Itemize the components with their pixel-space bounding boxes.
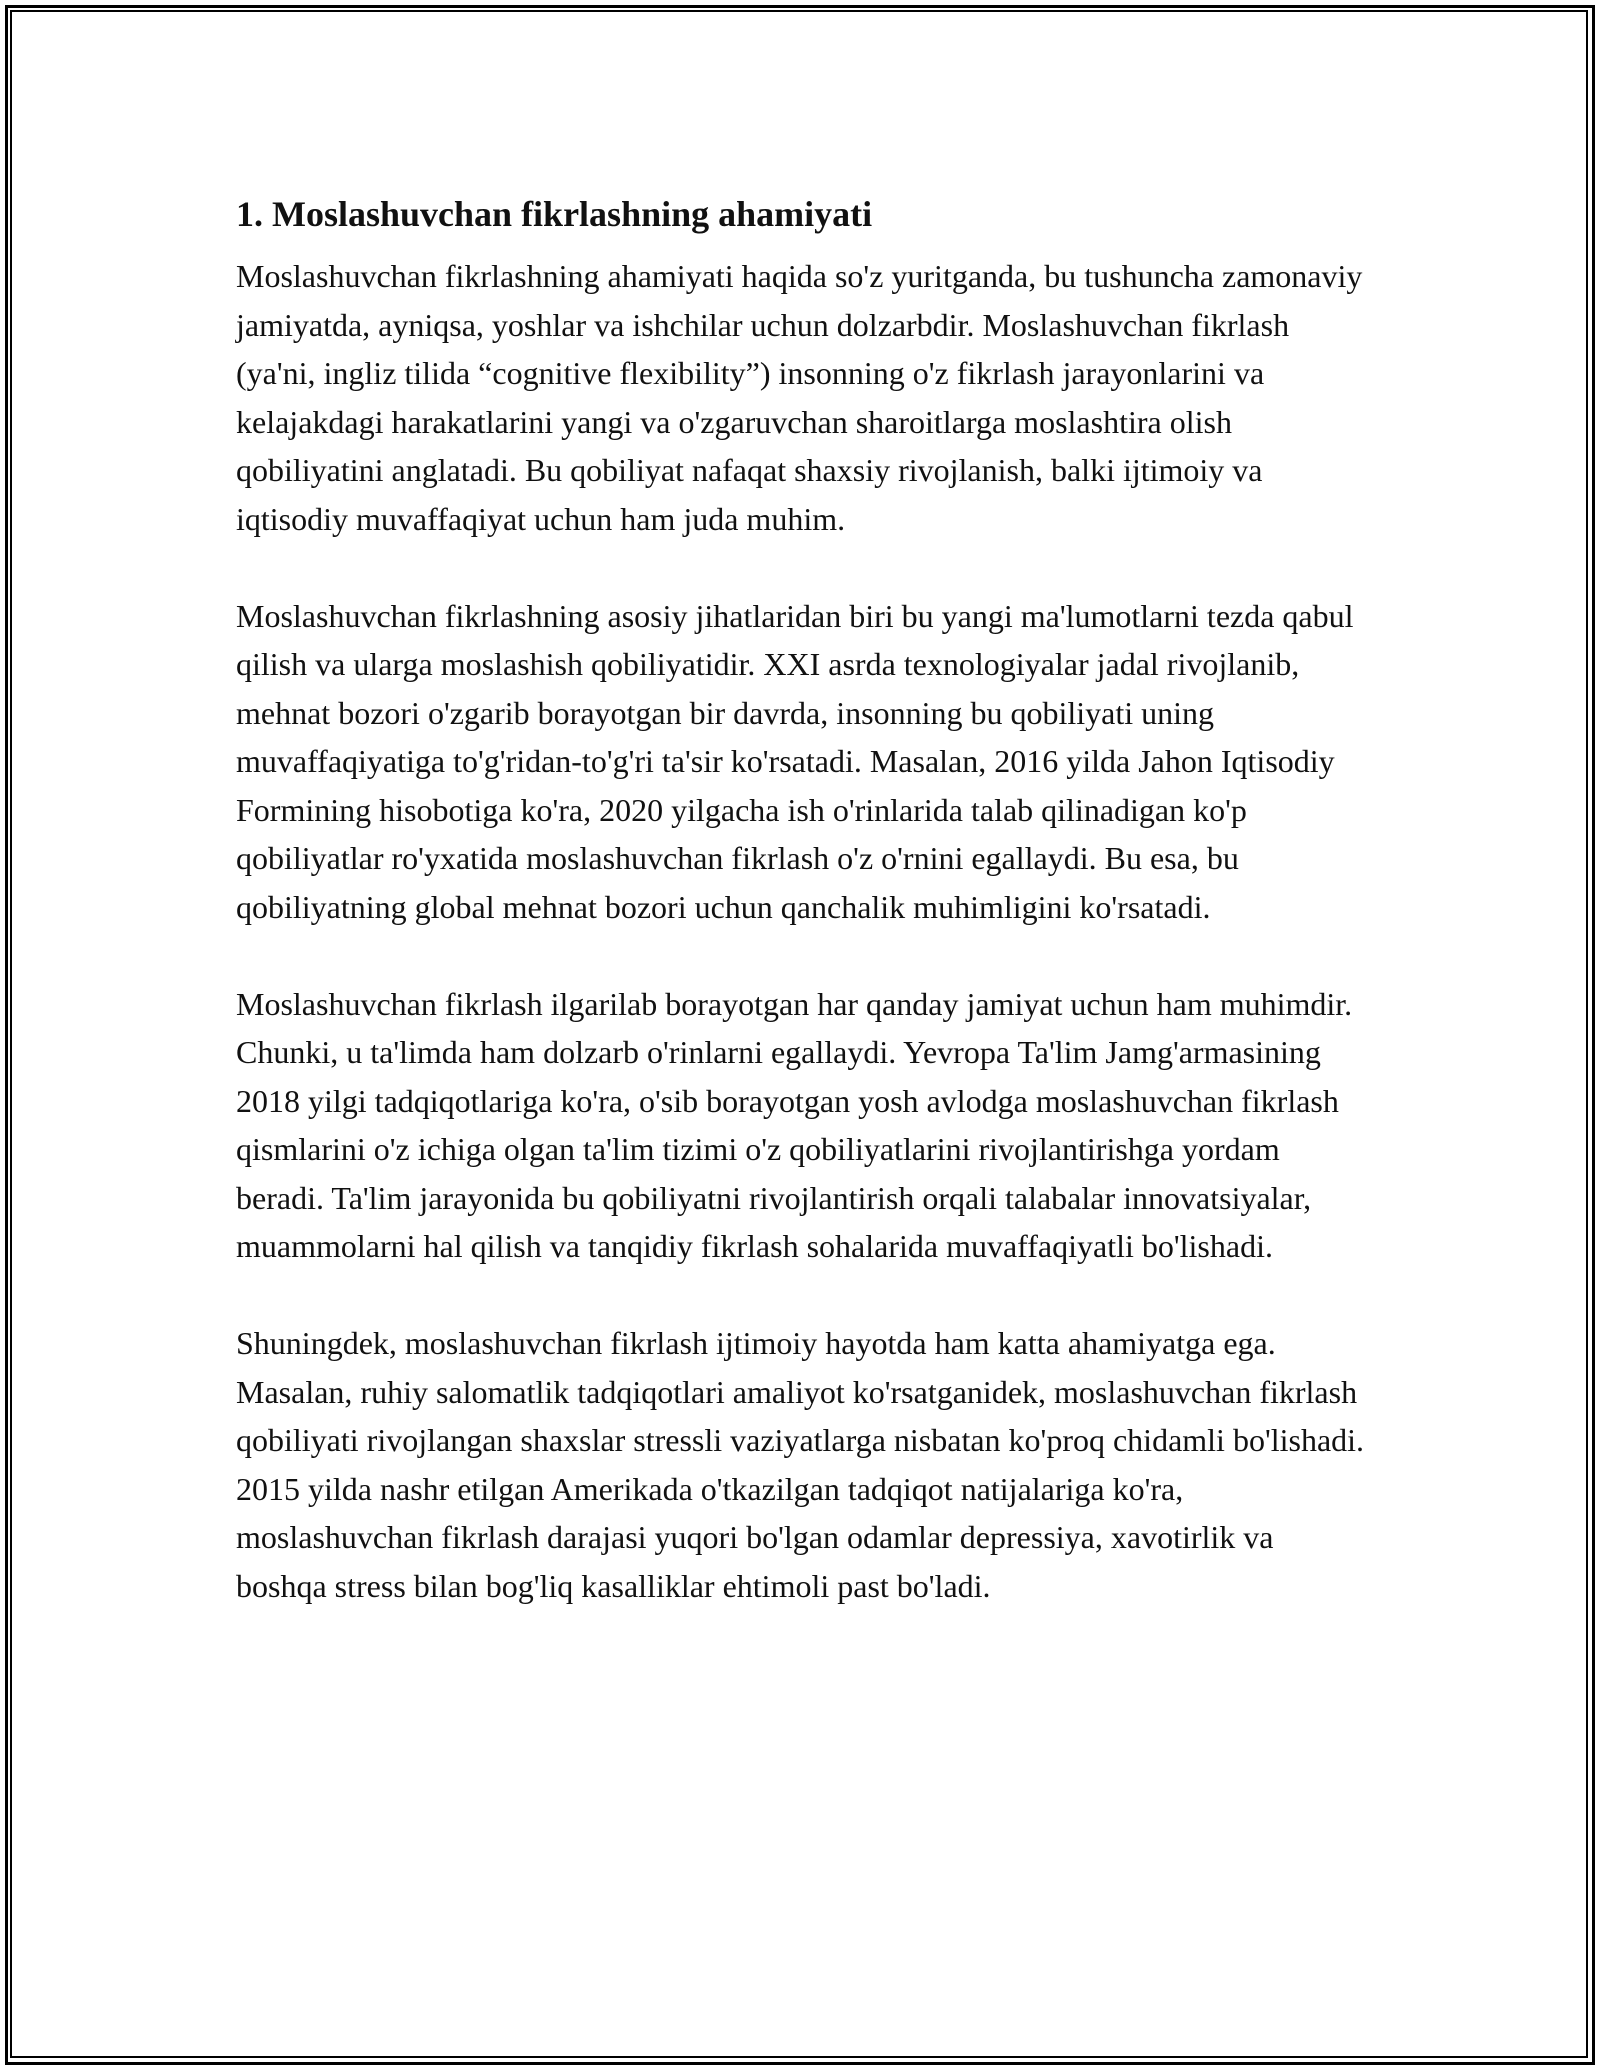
section-heading: 1. Moslashuvchan fikrlashning ahamiyati (236, 194, 873, 234)
document-page (236, 188, 1366, 1610)
paragraph-1: Moslashuvchan fikrlashning ahamiyati haqida so'z yuritganda, bu tushuncha zamonaviy jamiyatda, ayniqsa, yoshlar va ishchilar uchun dolzarbdir. Moslashuvchan fikrlash (ya'ni, ingliz tilida “cognitive flexibility”) insonning o'z fikrlash jarayonlarini va kelajakdagi harakatlarini yangi va o'zgaruvchan sharoitlarga moslashtira olish qobiliyatini anglatadi. Bu qobiliyat nafaqat shaxsiy rivojlanish, balki ijtimoiy va iqtisodiy muvaffaqiyat uchun ham juda muhim. (236, 258, 1363, 537)
heading-spacer (236, 240, 1366, 252)
paragraph-4: Shuningdek, moslashuvchan fikrlash ijtimoiy hayotda ham katta ahamiyatga ega. Masalan, ruhiy salomatlik tadqiqotlari amaliyot ko'rsatganidek, moslashuvchan fikrlash qobiliyati rivojlangan shaxslar stressli vaziyatlarga nisbatan ko'proq chidamli bo'lishadi. 2015 yilda nashr etilgan Amerikada o'tkazilgan tadqiqot natijalariga ko'ra, moslashuvchan fikrlash darajasi yuqori bo'lgan odamlar depressiya, xavotirlik va boshqa stress bilan bog'liq kasalliklar ehtimoli past bo'ladi. (236, 1325, 1365, 1604)
paragraph-3: Moslashuvchan fikrlash ilgarilab borayotgan har qanday jamiyat uchun ham muhimdir. Chunki, u ta'limda ham dolzarb o'rinlarni egallaydi. Yevropa Ta'lim Jamg'armasining 2018 yilgi tadqiqotlariga ko'ra, o'sib borayotgan yosh avlodga moslashuvchan fikrlash qismlarini o'z ichiga olgan ta'lim tizimi o'z qobiliyatlarini rivojlantirishga yordam beradi. Ta'lim jarayonida bu qobiliyatni rivojlantirish orqali talabalar innovatsiyalar, muammolarni hal qilish va tanqidiy fikrlash sohalarida muvaffaqiyatli bo'lishadi. (236, 985, 1353, 1264)
paragraph-2: Moslashuvchan fikrlashning asosiy jihatlaridan biri bu yangi ma'lumotlarni tezda qabul qilish va ularga moslashish qobiliyatidir. XXI asrda texnologiyalar jadal rivojlanib, mehnat bozori o'zgarib borayotgan bir davrda, insonning bu qobiliyati uning muvaffaqiyatiga to'g'ridan-to'g'ri ta'sir ko'rsatadi. Masalan, 2016 yilda Jahon Iqtisodiy Formining hisobotiga ko'ra, 2020 yilgacha ish o'rinlarida talab qilinadigan ko'p qobiliyatlar ro'yxatida moslashuvchan fikrlash o'z o'rnini egallaydi. Bu esa, bu qobiliyatning global mehnat bozori uchun qanchalik muhimligini ko'rsatadi. (236, 597, 1354, 925)
